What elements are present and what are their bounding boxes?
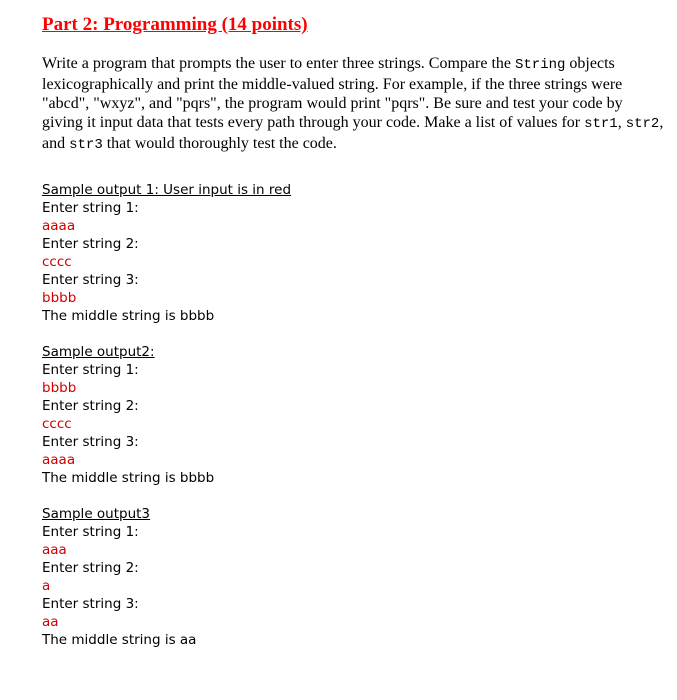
sample-title: Sample output2:: [42, 344, 155, 360]
user-input-2: a: [42, 578, 51, 594]
user-input-1: aaaa: [42, 218, 76, 234]
prompt-line-2: Enter string 2:: [42, 560, 139, 576]
prompt-text-4: , and: [42, 114, 664, 152]
prompt-text-2: objects lexicographically and print the middle-valued string. For example, if the three strings were "abcd", "wxyz", and "pqrs", the program would print "pqrs". Be sure and test your code by giving it input data that tests every path through your code. Make a list of values for: [42, 55, 623, 131]
sample-output-1: [42, 181, 291, 325]
prompt-text-3: ,: [617, 114, 626, 131]
code-str2: str2: [625, 116, 660, 132]
result-line: The middle string is bbbb: [42, 308, 215, 324]
prompt-line-2: Enter string 2:: [42, 398, 139, 414]
prompt-line-1: Enter string 1:: [42, 362, 139, 378]
sample-output-2: [42, 343, 291, 487]
user-input-1: aaa: [42, 542, 67, 558]
section-heading: Part 2: Programming (14 points): [42, 14, 308, 35]
prompt-line-3: Enter string 3:: [42, 434, 139, 450]
prompt-paragraph: [42, 54, 664, 155]
sample-output-3: [42, 505, 291, 649]
user-input-2: cccc: [42, 254, 72, 270]
user-input-3: aaaa: [42, 452, 76, 468]
result-line: The middle string is bbbb: [42, 470, 215, 486]
result-line: The middle string is aa: [42, 632, 197, 648]
user-input-1: bbbb: [42, 380, 77, 396]
prompt-line-1: Enter string 1:: [42, 200, 139, 216]
prompt-line-2: Enter string 2:: [42, 236, 139, 252]
prompt-text-5: that would thoroughly test the code.: [102, 135, 337, 152]
code-str1: str1: [584, 116, 618, 132]
sample-title: Sample output 1: User input is in red: [42, 182, 292, 198]
assignment-prompt: [42, 54, 664, 155]
code-str3: str3: [69, 137, 103, 153]
prompt-line-1: Enter string 1:: [42, 524, 139, 540]
prompt-line-3: Enter string 3:: [42, 272, 139, 288]
prompt-line-3: Enter string 3:: [42, 596, 139, 612]
user-input-2: cccc: [42, 416, 72, 432]
prompt-text-1: Write a program that prompts the user to enter three strings. Compare the: [42, 55, 515, 72]
sample-title: Sample output3: [42, 506, 151, 522]
code-string-class: String: [515, 57, 566, 73]
user-input-3: aa: [42, 614, 59, 630]
user-input-3: bbbb: [42, 290, 77, 306]
sample-outputs: [42, 181, 291, 667]
